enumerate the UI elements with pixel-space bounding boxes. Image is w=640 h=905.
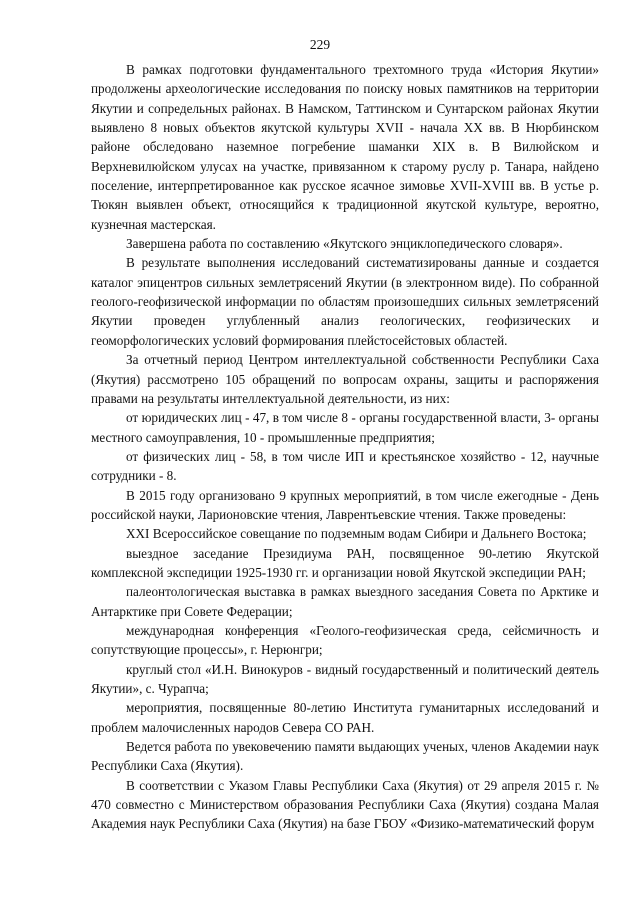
page-number: 229 [309, 37, 331, 52]
paragraph-memory: Ведется работа по увековечению памяти выдающих ученых, членов Академии наук Республики Саха (Якутия). [91, 739, 599, 774]
paragraph-conference: международная конференция «Геолого-геофизическая среда, сейсмичность и сопутствующие процессы», г. Нерюнгри; [91, 622, 599, 658]
paragraph-events-2015: В 2015 году организовано 9 крупных мероприятий, в том числе ежегодные - День российской науки, Ларионовские чтения, Лаврентьевские чтения. Также проведены: [91, 487, 599, 522]
paragraph-presidium-session: выездное заседание Президиума РАН, посвященное 90-летию Якутской комплексной экспедиции 1925-1930 гг. и организации новой Якутской экспедиции РАН; [91, 545, 599, 580]
document-body [91, 60, 599, 834]
paragraph-archaeology: В рамках подготовки фундаментального трехтомного труда «История Якутии» продолжены археологические исследования по поиску новых памятников на территории Якутии и сопредельных районах. В Намском, Таттинском и Сунтарском районах Якутии выявлено 8 новых объектов якутской культуры XVII - начала XX вв. В Нюрбинском районе обследовано наземное погребение шаманки XIX в. В Вилюйском и Верхневилюйском улусах на участке, привязанном к старому руслу р. Танара, найдено поселение, интерпретированное как русское ясачное зимовье XVII-XVIII вв. В устье р. Тюкян выявлен объект, относящийся к традиционной якутской культуре, вероятно, кузнечная мастерская. [91, 62, 599, 232]
paragraph-groundwater-meeting: XXI Всероссийское совещание по подземным водам Сибири и Дальнего Востока; [126, 526, 587, 542]
paragraph-legal-entities: от юридических лиц - 47, в том числе 8 - органы государственной власти, 3- органы местного самоуправления, 10 - промышленные предприятия; [91, 410, 599, 445]
paragraph-earthquakes: В результате выполнения исследований систематизированы данные и создается каталог эпицентров сильных землетрясений Якутии (в электронном виде). По собранной геолого-геофизической информации по областям произошедших сильных землетрясений Якутии проведен углубленный анализ геологических, геофизических и геоморфологических условий формирования плейстосейстовых областей. [91, 255, 599, 348]
paragraph-encyclopedia: Завершена работа по составлению «Якутского энциклопедического словаря». [126, 236, 563, 252]
paragraph-ip-center: За отчетный период Центром интеллектуальной собственности Республики Саха (Якутия) рассмотрено 105 обращений по вопросам охраны, защиты и распоряжения правами на результаты интеллектуальной деятельности, из них: [91, 352, 599, 406]
paragraph-round-table: круглый стол «И.Н. Винокуров - видный государственный и политический деятель Якутии», с. Чурапча; [91, 661, 599, 696]
paragraph-institute-anniversary: мероприятия, посвященные 80-летию Института гуманитарных исследований и проблем малочисленных народов Севера СО РАН. [91, 700, 599, 735]
paragraph-individuals: от физических лиц - 58, в том числе ИП и крестьянское хозяйство - 12, научные сотрудники - 8. [91, 448, 599, 484]
paragraph-paleontology-exhibition: палеонтологическая выставка в рамках выездного заседания Совета по Арктике и Антарктике при Совете Федерации; [91, 584, 599, 619]
paragraph-small-academy: В соответствии с Указом Главы Республики Саха (Якутия) от 29 апреля 2015 г. № 470 совместно с Министерством образования Республики Саха (Якутия) создана Малая Академия наук Республики Саха (Якутия) на базе ГБОУ «Физико-математический форум [91, 777, 599, 832]
